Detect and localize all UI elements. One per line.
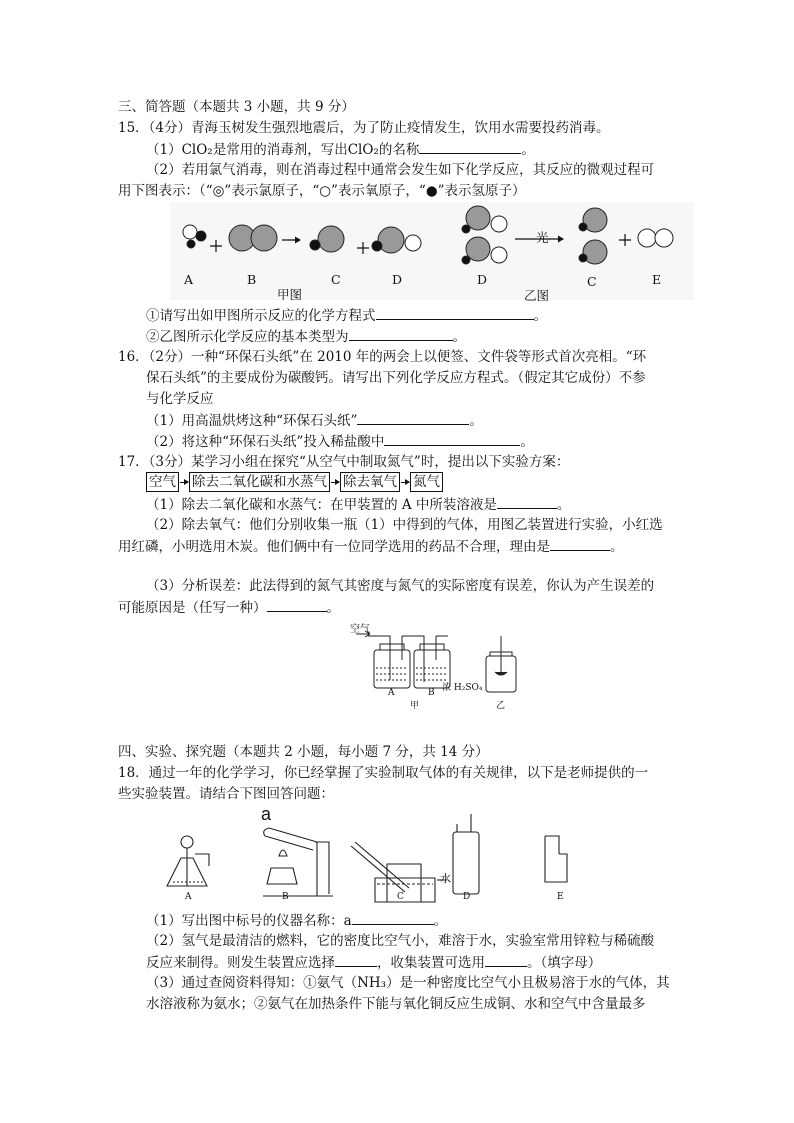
q17-part2-text: 用红磷，小明选用木炭。他们俩中有一位同学选用的药品不合理，理由是 — [118, 539, 550, 555]
fig-acid-label: 浓 H₂SO₄ — [442, 683, 483, 693]
flow-step-remove-o2: 除去氧气 — [340, 472, 400, 492]
q17-part2-line2 — [118, 536, 624, 557]
q15-part1-blank[interactable] — [419, 139, 521, 154]
q17-part1 — [146, 494, 570, 515]
q15-part1-text: （1）ClO₂是常用的消毒剂，写出ClO₂的名称 — [146, 142, 420, 158]
q15-ask2-end: 。 — [452, 329, 466, 345]
flow-arrow-3 — [401, 482, 409, 483]
fig-label-B: B — [428, 688, 435, 698]
q15-ask1-blank[interactable] — [376, 305, 534, 320]
q18-part3-line1: （3）通过查阅资料得知：①氨气（NH₃）是一种密度比空气小且极易溶于水的气体，其 — [146, 975, 670, 991]
label-D-2: D — [477, 272, 488, 287]
q17-part3-end: 。 — [326, 600, 340, 616]
q16-part1-end: 。 — [469, 413, 483, 429]
q17-part1-text: （1）除去二氧化碳和水蒸气：在甲装置的 A 中所装溶液是 — [146, 497, 497, 513]
q16-part1 — [146, 410, 483, 431]
label-A: A — [184, 272, 194, 287]
q18-part2-text-2: ，收集装置可选用 — [377, 955, 485, 971]
fig-label-E: E — [557, 892, 564, 902]
fig-label-A: A — [388, 688, 395, 698]
q18-part1-blank[interactable] — [352, 910, 434, 925]
caption-jia: 甲图 — [277, 287, 303, 302]
q15-ask2 — [146, 326, 466, 347]
q18-stem-line1: 18．通过一年的化学学习，你已经掌握了实验制取气体的有关规律，以下是老师提供的一 — [118, 765, 649, 781]
q16-part2-end: 。 — [520, 434, 534, 450]
q18-part2-text-1: 反应来制得。则发生装置应选择 — [146, 955, 335, 971]
q18-part1 — [146, 910, 447, 931]
q17-stem: 17．（3分）某学习小组在探究“从空气中制取氮气”时，提出以下实验方案： — [118, 454, 570, 470]
q16-stem-line2: 保石头纸”的主要成份为碳酸钙。请写出下列化学反应方程式。（假定其它成份）不参 — [146, 370, 646, 386]
lab-apparatus-svg — [165, 806, 595, 906]
q17-part2-line1: （2）除去氧气：他们分别收集一瓶（1）中得到的气体，用图乙装置进行实验，小红选 — [146, 517, 663, 533]
q16-stem-line1: 16．（2分）一种“环保石头纸”在 2010 年的两会上以便签、文件袋等形式首次亮相。“环 — [118, 349, 647, 365]
q18-part2-blank-2[interactable] — [485, 952, 527, 967]
q16-stem-line3: 与化学反应 — [146, 391, 214, 407]
q15-part2-line1: （2）若用氯气消毒，则在消毒过程中通常会发生如下化学反应，其反应的微观过程可 — [146, 162, 655, 178]
q18-part1-end: 。 — [433, 913, 448, 929]
q18-part2-blank-1[interactable] — [335, 952, 377, 967]
flow-step-nitrogen: 氮气 — [410, 472, 443, 492]
fig-label-A: A — [185, 892, 192, 902]
q18-stem-line2: 些实验装置。请结合下图回答问题： — [118, 786, 334, 802]
q15-stem: 15．（4分）青海玉树发生强烈地震后，为了防止疫情发生，饮用水需要投药消毒。 — [118, 120, 610, 136]
fig-air-label: 空气 — [350, 624, 370, 635]
q17-flowchart — [146, 472, 443, 492]
q15-ask2-text: ②乙图所示化学反应的基本类型为 — [146, 329, 349, 345]
flow-step-remove-co2-h2o: 除去二氧化碳和水蒸气 — [189, 472, 330, 492]
q15-part1-end: 。 — [521, 142, 535, 158]
q15-ask1-end: 。 — [533, 308, 547, 324]
q16-part1-blank[interactable] — [357, 410, 469, 425]
fig-jia-label: 甲 — [410, 701, 420, 711]
fig-label-C: C — [397, 892, 404, 902]
q16-part1-text: （1）用高温烘烤这种“环保石头纸” — [146, 413, 358, 429]
label-E: E — [652, 272, 662, 287]
q17-part3-text: 可能原因是（任写一种） — [118, 600, 267, 616]
caption-yi: 乙图 — [524, 288, 550, 303]
q17-part2-blank[interactable] — [550, 536, 610, 551]
label-B: B — [247, 272, 257, 287]
q17-part1-end: 。 — [556, 497, 571, 513]
q17-part3-blank[interactable] — [267, 597, 327, 612]
light-label: 光 — [536, 230, 549, 245]
q18-part2-line1: （2）氢气是最清洁的燃料，它的密度比空气小，难溶于水，实验室常用锌粒与稀硫酸 — [146, 933, 655, 949]
flow-arrow-2 — [331, 482, 339, 483]
flow-arrow-1 — [180, 482, 188, 483]
q18-part3-line2: 水溶液称为氨水；②氨气在加热条件下能与氧化铜反应生成铜、水和空气中含量最多 — [146, 996, 646, 1012]
q15-part1 — [146, 139, 535, 160]
flow-step-air: 空气 — [146, 472, 179, 492]
q17-part3-line2 — [118, 597, 340, 618]
fig-water-label: 水 — [440, 872, 451, 885]
nitrogen-apparatus-figure — [338, 626, 528, 714]
molecule-reaction-figure — [170, 202, 694, 303]
q17-part2-end: 。 — [610, 539, 624, 555]
q16-part2-text: （2）将这种“环保石头纸”投入稀盐酸中 — [146, 434, 385, 450]
q18-part1-text: （1）写出图中标号的仪器名称：a — [146, 913, 352, 929]
fig-label-B: B — [282, 892, 289, 902]
q15-ask1-text: ①请写出如甲图所示反应的化学方程式 — [146, 308, 376, 324]
q18-part2-line2 — [146, 952, 601, 973]
fig-a-label: a — [261, 804, 272, 824]
fig-yi-label: 乙 — [496, 701, 506, 711]
label-D: D — [392, 272, 403, 287]
lab-apparatus-figure — [165, 806, 595, 906]
q15-ask2-blank[interactable] — [349, 326, 453, 341]
q17-part3-line1: （3）分析误差：此法得到的氮气其密度与氮气的实际密度有误差，你认为产生误差的 — [146, 578, 655, 594]
q18-part2-end: 。（填字母） — [527, 955, 602, 971]
section-4-title: 四、实验、探究题（本题共 2 小题，每小题 7 分，共 14 分） — [118, 744, 489, 760]
section-3-title: 三、简答题（本题共 3 小题，共 9 分） — [118, 99, 355, 115]
fig-label-D: D — [463, 892, 471, 902]
q17-part1-blank[interactable] — [497, 494, 557, 509]
q15-ask1 — [146, 305, 547, 326]
q16-part2 — [146, 431, 534, 452]
label-C: C — [331, 272, 341, 287]
q15-part2-line2: 用下图表示：（“◎”表示氯原子，“○”表示氧原子，“●”表示氢原子） — [118, 183, 526, 199]
label-C-2: C — [587, 274, 597, 289]
q16-part2-blank[interactable] — [384, 431, 520, 446]
